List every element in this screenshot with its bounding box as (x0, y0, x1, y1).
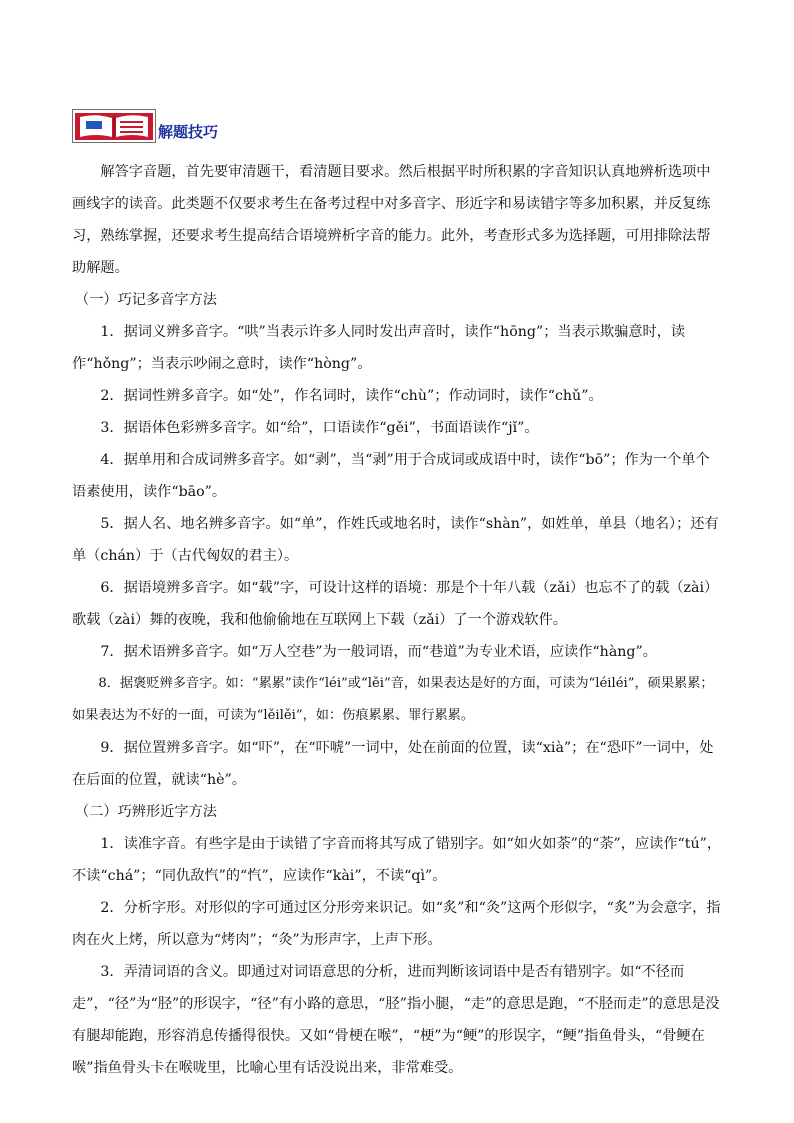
part2-heading: （二）巧辨形近字方法 (75, 804, 217, 820)
part2-item: 1．读准字音。有些字是由于读错了字音而将其写成了错别字。如“如火如荼”的“荼”，应读作“tú”，不读“chá”；“同仇敌忾”的“忾”，应读作“kài”，不读“qì”。 (72, 836, 722, 884)
part1-item: 7．据术语辨多音字。如“万人空巷”为一般词语，而“巷道”为专业术语，应读作“hàng”。 (100, 644, 657, 660)
section-title: 解题技巧 (158, 122, 219, 141)
part2-item: 3．弄清词语的含义。即通过对词语意思的分析，进而判断该词语中是否有错别字。如“不径而走”，“径”为“胫”的形误字，“径”有小路的意思，“胫”指小腿，“走”的意思是跑，“不胫而走”的意思是没有腿却能跑，形容消息传播得很快。又如“骨梗在喉”，“梗”为“鲠”的形误字，“鲠”指鱼骨头，“骨鲠在喉”指鱼骨头卡在喉咙里，比喻心里有话没说出来，非常难受。 (72, 964, 720, 1076)
part1-heading: （一）巧记多音字方法 (75, 292, 217, 308)
part1-item: 9．据位置辨多音字。如“吓”，在“吓唬”一词中，处在前面的位置，读“xià”；在“恐吓”一词中，处在后面的位置，就读“hè”。 (72, 740, 714, 788)
part1-item: 8．据褒贬辨多音字。如：“累累”读作“léi”或“lěi”音，如果表达是好的方面，可读为“léiléi”，硕果累累；如果表达为不好的一面，可读为“lěilěi”，如：伤痕累累、罪行累累。 (72, 676, 714, 723)
document-body (72, 156, 722, 1084)
part1-item: 4．据单用和合成词辨多音字。如“剥”，当“剥”用于合成词或成语中时，读作“bō”；作为一个单个语素使用，读作“bāo”。 (72, 452, 710, 500)
part1-item: 6．据语境辨多音字。如“载”字，可设计这样的语境：那是个十年八载（zǎi）也忘不了的载（zài）歌载（zài）舞的夜晚，我和他偷偷地在互联网上下载（zǎi）了一个游戏软件。 (72, 580, 719, 628)
intro-paragraph: 解答字音题，首先要审清题干，看清题目要求。然后根据平时所积累的字音知识认真地辨析选项中画线字的读音。此类题不仅要求考生在备考过程中对多音字、形近字和易读错字等多加积累，并反复练习，熟练掌握，还要求考生提高结合语境辨析字音的能力。此外，考查形式多为选择题，可用排除法帮助解题。 (72, 164, 711, 276)
part1-item: 5．据人名、地名辨多音字。如“单”，作姓氏或地名时，读作“shàn”，如姓单，单县（地名）；还有单（chán）于（古代匈奴的君主）。 (72, 516, 719, 564)
section-header (72, 108, 218, 144)
part1-item: 3．据语体色彩辨多音字。如“给”，口语读作“gěi”，书面语读作“jǐ”。 (100, 420, 539, 436)
book-icon (72, 109, 156, 143)
part1-item: 1．据词义辨多音字。“哄”当表示许多人同时发出声音时，读作“hōng”；当表示欺骗意时，读作“hǒng”；当表示吵闹之意时，读作“hòng”。 (72, 324, 686, 372)
part1-item: 2．据词性辨多音字。如“处”，作名词时，读作“chù”；作动词时，读作“chǔ”。 (100, 388, 603, 404)
part2-item: 2．分析字形。对形似的字可通过区分形旁来识记。如“炙”和“灸”这两个形似字，“炙”为会意字，指肉在火上烤，所以意为“烤肉”；“灸”为形声字，上声下形。 (72, 900, 721, 948)
